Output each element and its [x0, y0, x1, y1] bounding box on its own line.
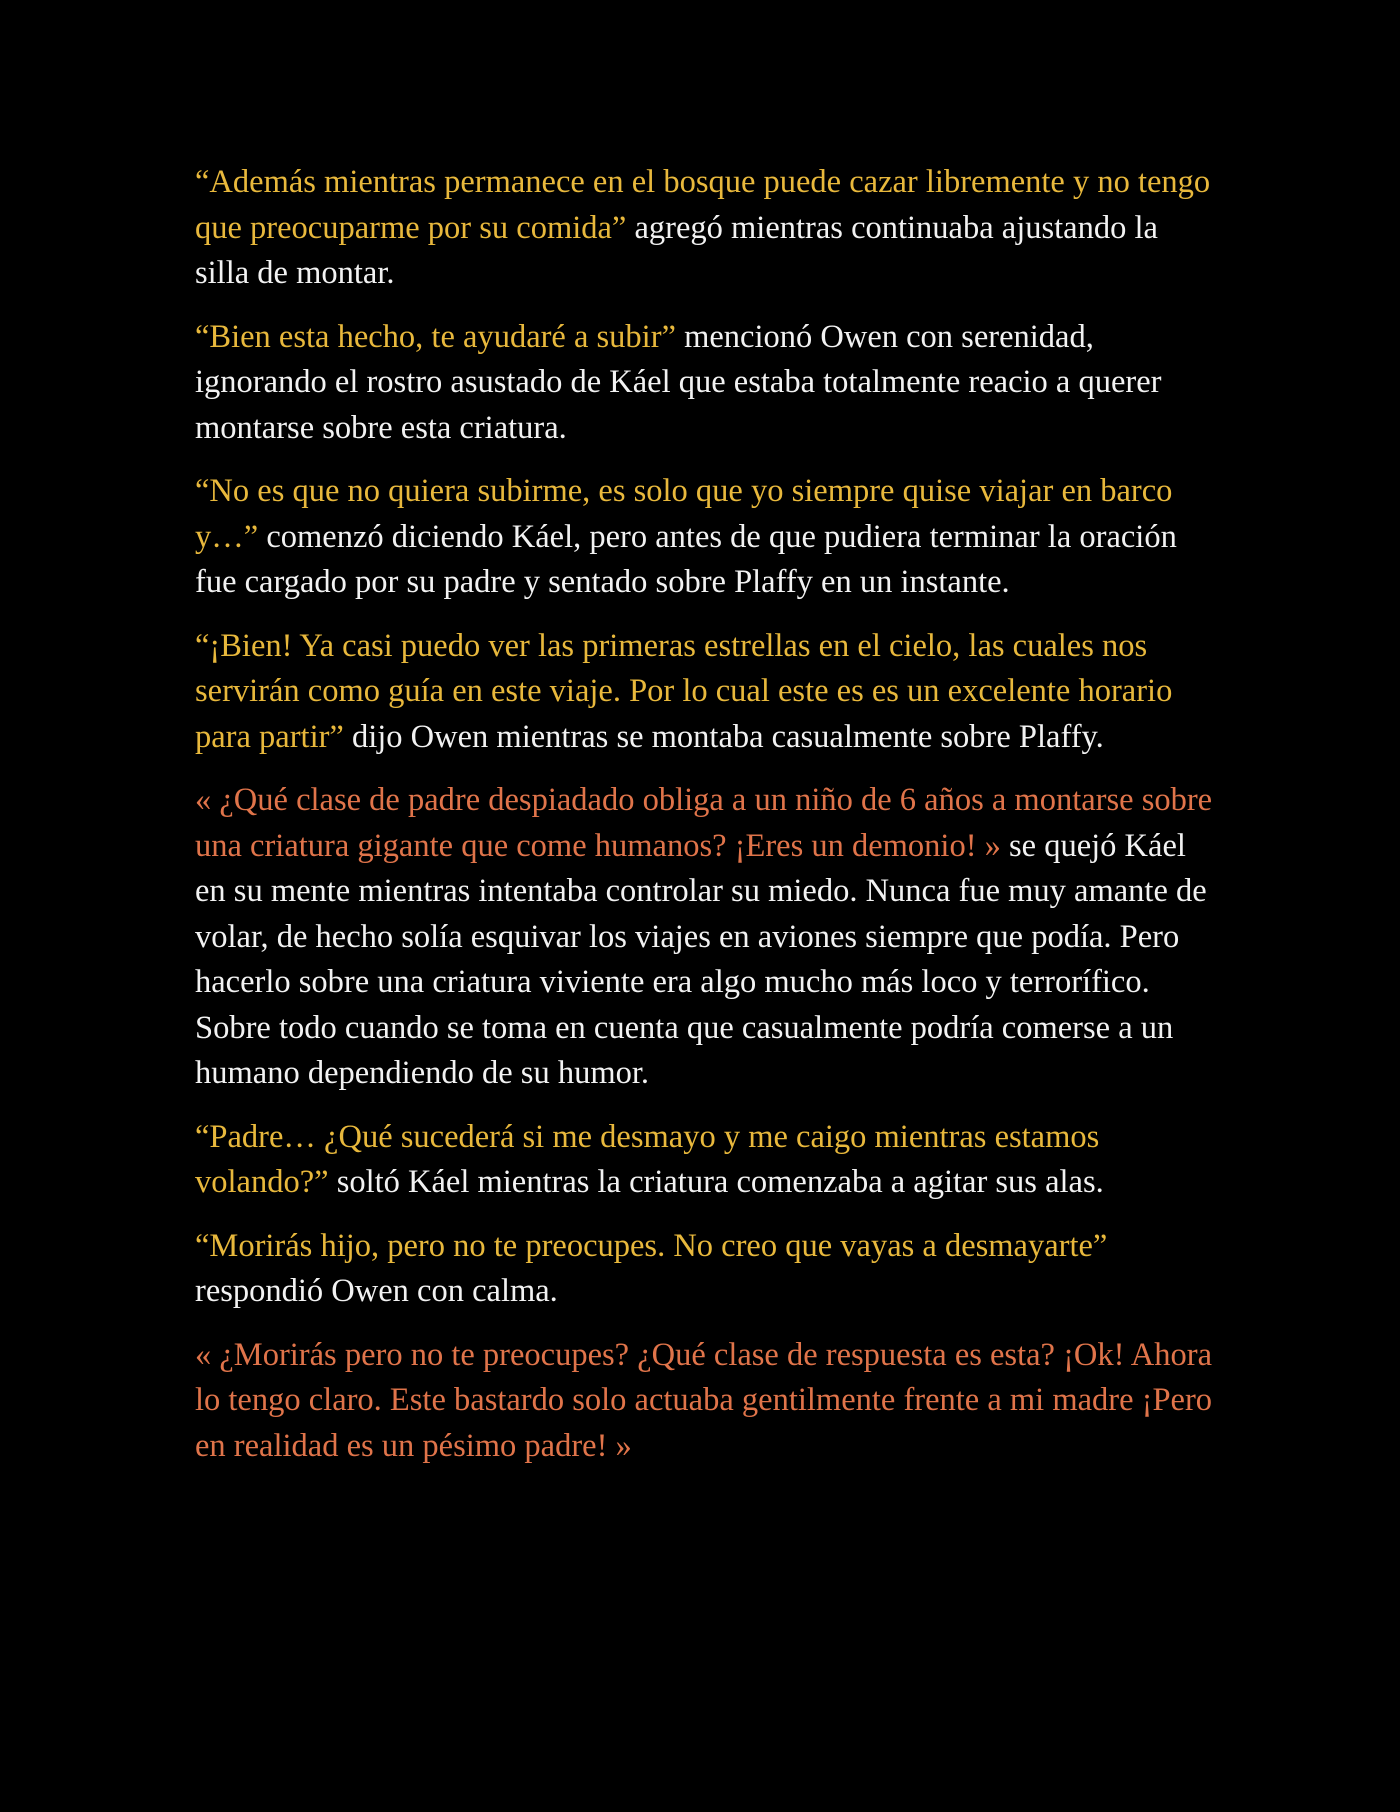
paragraph-5	[195, 778, 1215, 1097]
paragraph-3	[195, 469, 1215, 606]
narration-text: respondió Owen con calma.	[195, 1273, 558, 1309]
paragraph-2	[195, 315, 1215, 452]
dialogue-text: “Morirás hijo, pero no te preocupes. No creo que vayas a desmayarte”	[195, 1227, 1108, 1264]
dialogue-text: “¡Bien! Ya casi puedo ver las primeras estrellas en el cielo, las cuales nos servirán como guía en este viaje. Por lo cual este es es un excelente horario para partir”	[195, 627, 1173, 755]
narration-text: se quejó Káel en su mente mientras intentaba controlar su miedo. Nunca fue muy amante de volar, de hecho solía esquivar los viajes en aviones siempre que podía. Pero hacerlo sobre una criatura viviente era algo mucho más loco y terrorífico. Sobre todo cuando se toma en cuenta que casualmente podría comerse a un humano dependiendo de su humor.	[195, 827, 1207, 1091]
paragraph-1	[195, 160, 1215, 297]
thought-text: « ¿Morirás pero no te preocupes? ¿Qué clase de respuesta es esta? ¡Ok! Ahora lo tengo claro. Este bastardo solo actuaba gentilmente frente a mi madre ¡Pero en realidad es un pésimo padre! »	[195, 1336, 1213, 1464]
narration-text: dijo Owen mientras se montaba casualmente sobre Plaffy.	[343, 718, 1104, 755]
paragraph-4	[195, 624, 1215, 761]
paragraph-6	[195, 1115, 1215, 1206]
dialogue-text: “Bien esta hecho, te ayudaré a subir”	[195, 318, 676, 355]
narration-text: agregó mientras continuaba ajustando la silla de montar.	[195, 209, 1158, 291]
thought-text: « ¿Qué clase de padre despiadado obliga a un niño de 6 años a montarse sobre una criatura gigante que come humanos? ¡Eres un demonio! »	[195, 782, 1213, 864]
document-page	[195, 160, 1215, 1487]
dialogue-text: “Además mientras permanece en el bosque puede cazar libremente y no tengo que preocuparme por su comida”	[195, 164, 1211, 246]
paragraph-7	[195, 1224, 1215, 1315]
narration-text: soltó Káel mientras la criatura comenzaba a agitar sus alas.	[328, 1164, 1104, 1200]
narration-text: comenzó diciendo Káel, pero antes de que pudiera terminar la oración fue cargado por su padre y sentado sobre Plaffy en un instante.	[195, 518, 1177, 600]
dialogue-text: “No es que no quiera subirme, es solo que yo siempre quise viajar en barco y…”	[195, 473, 1173, 555]
paragraph-8	[195, 1333, 1215, 1470]
dialogue-text: “Padre… ¿Qué sucederá si me desmayo y me caigo mientras estamos volando?”	[195, 1118, 1100, 1200]
narration-text: mencionó Owen con serenidad, ignorando el rostro asustado de Káel que estaba totalmente reacio a querer montarse sobre esta criatura.	[195, 318, 1162, 446]
